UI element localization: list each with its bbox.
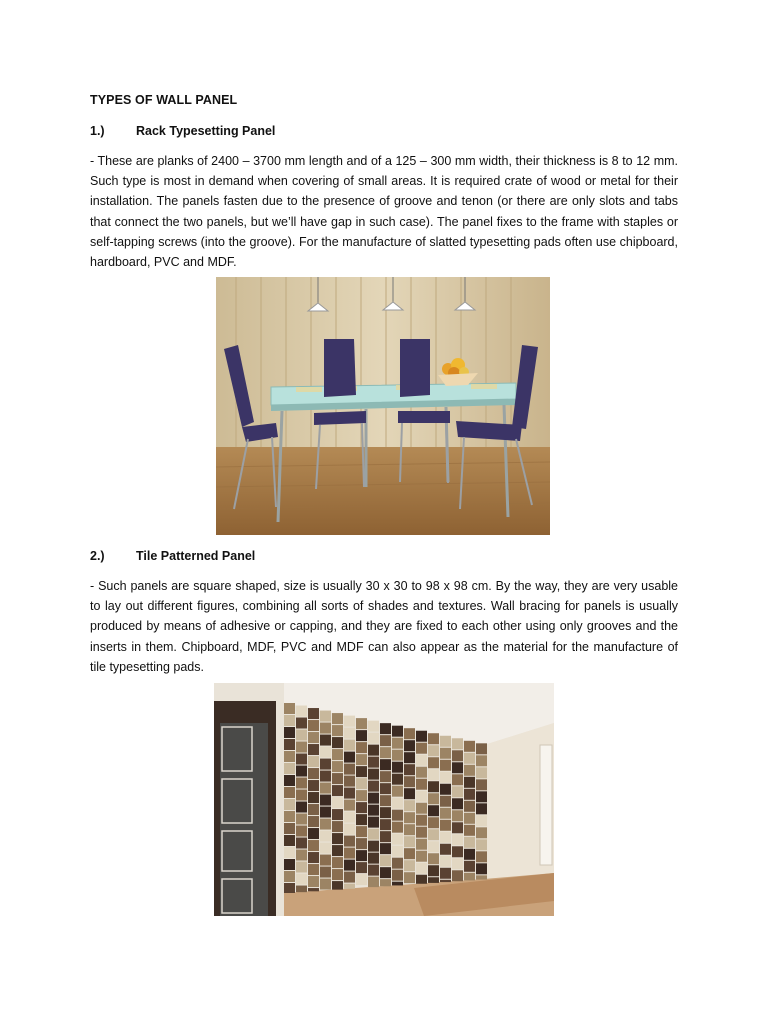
section-1-title: Rack Typesetting Panel: [136, 124, 276, 138]
document-title: TYPES OF WALL PANEL: [90, 93, 238, 107]
section-2-number: 2.): [90, 549, 105, 563]
section-2-heading: [90, 549, 255, 563]
section-1-number: 1.): [90, 124, 105, 138]
section-1-body: - These are planks of 2400 – 3700 mm length and of a 125 – 300 mm width, their thickness is 8 to 12 mm. Such type is most in demand when covering of small areas. It is required crate of wood or metal for their installation. The panels fasten due to the presence of groove and tenon (or there are only slots and tabs that connect the two panels, but we’ll have gap in such case). The panel fixes to the frame with staples or self-tapping screws (into the groove). For the manufacture of slatted typesetting pads often use chipboard, hardboard, PVC and MDF.: [90, 154, 678, 270]
tile-wall-photo: [214, 683, 554, 916]
dining-room-photo: [216, 277, 550, 535]
section-1-heading: [90, 124, 275, 138]
section-2-title: Tile Patterned Panel: [136, 549, 256, 563]
section-2-body: - Such panels are square shaped, size is usually 30 x 30 to 98 x 98 cm. By the way, they are very usable to lay out different figures, combining all sorts of shades and textures. Wall bracing for panels is usually produced by means of adhesive or capping, and they are fixed to each other using only grooves and the inserts in them. Chipboard, MDF, PVC and MDF can also appear as the material for the manufacture of tile typesetting pads.: [90, 579, 678, 674]
